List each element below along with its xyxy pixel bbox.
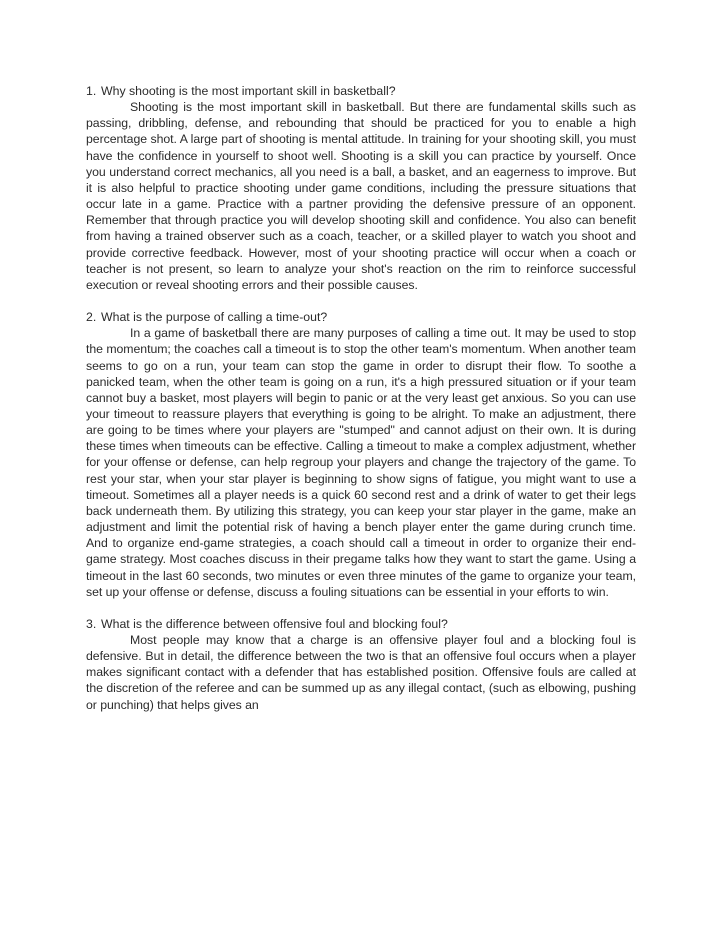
question-heading — [86, 309, 636, 325]
question-text: What is the purpose of calling a time-out? — [101, 310, 328, 325]
question-heading — [86, 616, 636, 632]
question-section-1 — [86, 83, 636, 293]
question-section-3 — [86, 616, 636, 713]
question-number: 3. — [86, 616, 97, 631]
question-text: What is the difference between offensive foul and blocking foul? — [101, 616, 448, 631]
document-body — [86, 83, 636, 729]
answer-paragraph: Most people may know that a charge is an offensive player foul and a blocking foul is defensive. But in detail, the difference between the two is that an offensive foul occurs when a player makes significant contact with a defender that has established position. Offensive fouls are called at the discretion of the referee and can be summed up as any illegal contact, (such as elbowing, pushing or punching) that helps gives an — [86, 633, 636, 712]
question-heading — [86, 83, 636, 99]
answer-paragraph: Shooting is the most important skill in basketball. But there are fundamental skills such as passing, dribbling, defense, and rebounding that should be practiced for you to enable a high percentage shot. A large part of shooting is mental attitude. In training for your shooting skill, you must have the confidence in yourself to shoot well. Shooting is a skill you can practice by yourself. Once you understand correct mechanics, all you need is a ball, a basket, and an eagerness to improve. But it is also helpful to practice shooting under game conditions, including the pressure situations that occur late in a game. Practice with a partner providing the defensive pressure of an opponent. Remember that through practice you will develop shooting skill and confidence. You also can benefit from having a trained observer such as a coach, teacher, or a skilled player to watch you shoot and provide corrective feedback. However, most of your shooting practice will occur when a coach or teacher is not present, so learn to analyze your shot's reaction on the rim to reinforce successful execution or reveal shooting errors and their possible causes. — [86, 100, 636, 292]
answer-paragraph: In a game of basketball there are many purposes of calling a time out. It may be used to stop the momentum; the coaches call a timeout is to stop the other team's momentum. When another team seems to go on a run, your team can stop the game in order to disrupt their flow. To soothe a panicked team, when the other team is going on a run, it's a high pressured situation or if your team cannot buy a basket, most players will begin to panic or at the very least get anxious. So you can use your timeout to reassure players that everything is going to be alright. To make an adjustment, there are going to be times where your players are "stumped" and cannot adjust on their own. It is during these times when timeouts can be effective. Calling a timeout to make a complex adjustment, whether for your offense or defense, can help regroup your players and change the trajectory of the game. To rest your star, when your star player is beginning to show signs of fatigue, you might want to use a timeout. Sometimes all a player needs is a quick 60 second rest and a drink of water to get their legs back underneath them. By utilizing this strategy, you can keep your star player in the game, make an adjustment and limit the potential risk of having a bench player enter the game during crunch time. And to organize end-game strategies, a coach should call a timeout in order to organize their end-game strategy. Most coaches discuss in their pregame talks how they want to start the game. Using a timeout in the last 60 seconds, two minutes or even three minutes of the game to organize your team, set up your offense or defense, discuss a fouling situations can be essential in your efforts to win. — [86, 326, 636, 599]
question-number: 2. — [86, 310, 97, 325]
question-number: 1. — [86, 84, 97, 98]
question-text: Why shooting is the most important skill in basketball? — [101, 84, 396, 98]
question-section-2 — [86, 309, 636, 600]
